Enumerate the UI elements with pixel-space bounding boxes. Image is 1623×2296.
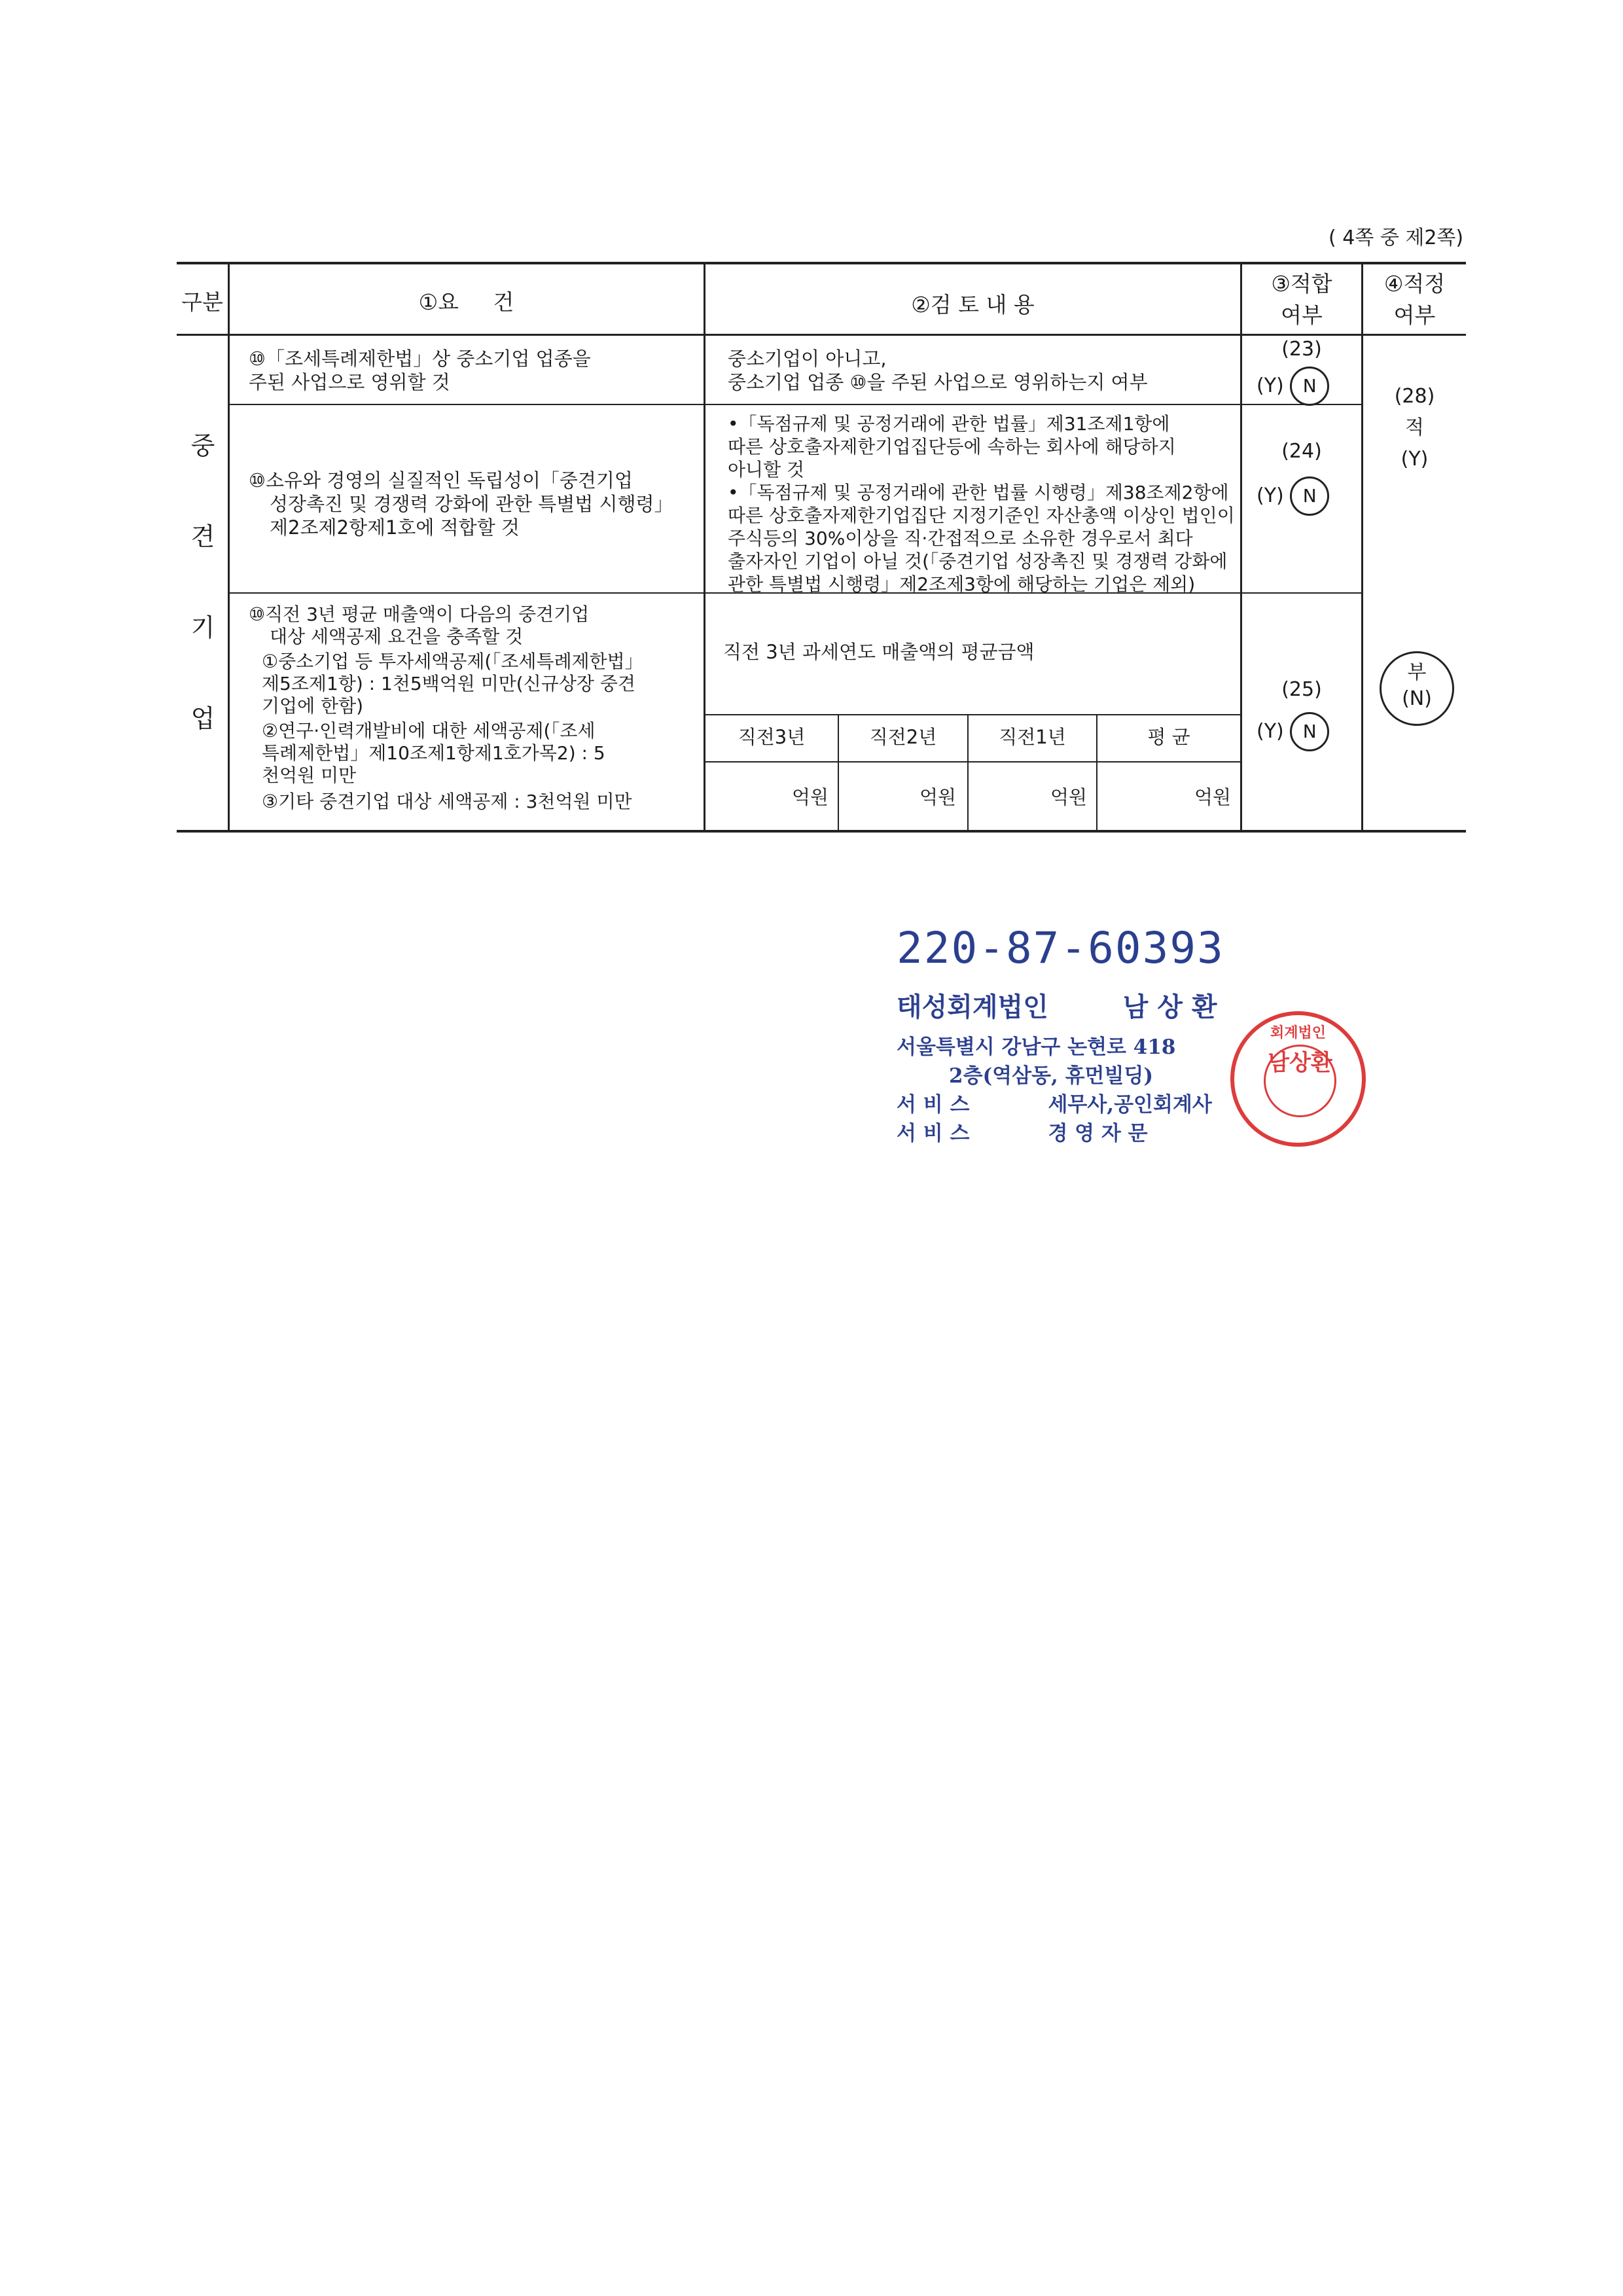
category-label-midsize: 중 견 기 업 [190,431,215,733]
row2-n-circled: N [1290,476,1329,516]
unit-average: 억원 [1194,786,1232,808]
subheader-bottom-border [704,761,1240,762]
firm-name-line: 태성회계법인 남 상 환 [897,992,1217,1022]
header-category: 구분 [181,289,223,315]
firm-address: 서울특별시 강남구 논현로 418 2층(역삼동, 휴먼빌딩) 서 비 스 세무사,공인회계사 서 비 스 경 영 자 문 [897,1035,1212,1145]
page-indicator: ( 4쪽 중 제2쪽) [1329,226,1464,249]
header-proper: ④적정 여부 [1383,271,1446,328]
header-compliance: ③적합 여부 [1271,271,1332,328]
subcol-average: 평 균 [1147,726,1190,748]
row3-n-circled: N [1290,712,1329,751]
row3-compliance: (Y) N [1257,712,1329,751]
subcol-1yr: 직전1년 [999,726,1066,748]
row1-review: 중소기업이 아니고, 중소기업 업종 ⑩을 주된 사업으로 영위하는지 여부 [728,348,1148,393]
row1-compliance: (Y) N [1257,367,1329,406]
row2-requirement: ⑩소유와 경영의 실질적인 독립성이「중견기업 성장촉진 및 경쟁력 강화에 관한 특별법 시행령」 제2조제2항제1호에 적합할 것 [249,469,673,539]
row2-compliance: (Y) N [1257,476,1329,516]
business-number: 220-87-60393 [897,923,1224,973]
row3-review-title: 직전 3년 과세연도 매출액의 평균금액 [723,641,1035,663]
red-seal-icon: 회계법인 남상환 [1230,1011,1366,1147]
col-divider-4 [1361,262,1363,833]
proper-top: (28) 적 (Y) [1394,385,1435,471]
row2-code: (24) [1281,440,1322,463]
unit-2yr: 억원 [919,786,957,808]
header-review: ②검 토 내 용 [911,292,1035,317]
header-bottom-border [177,334,1466,336]
table-top-border [177,262,1466,264]
proper-result-circled: 부 (N) [1380,651,1454,726]
review-form-table [177,262,1466,838]
row1-requirement: ⑩「조세특례제한법」상 중소기업 업종을 주된 사업으로 영위할 것 [249,348,591,393]
unit-3yr: 억원 [792,786,829,808]
row3-requirement: ⑩직전 3년 평균 매출액이 다음의 중견기업 대상 세액공제 요건을 충족할 것 ①중소기업 등 투자세액공제(「조세특례제한법」 제5조제1항) : 1천5백억원 미만(신규상장 중견 기업에 한함) ②연구·인력개발비에 대한 세액공제(「조세 특례제한법」제10조제1항제1호가목2) : 5 천억원 미만 ③기타 중견기업 대상 세액공제 : 3천억원 미만 [249,603,643,812]
subcol-2yr: 직전2년 [869,726,937,748]
row2-review: •「독점규제 및 공정거래에 관한 법률」제31조제1항에 따른 상호출자제한기업집단등에 속하는 회사에 해당하지 아니할 것 •「독점규제 및 공정거래에 관한 법률 시행령」제38조제2항에 따른 상호출자제한기업집단 지정기준인 자산총액 이상인 법인이 주식등의 30%이상을 직·간접적으로 소유한 경우로서 최다 출자자인 기업이 아닐 것(「중견기업 성장촉진 및 경쟁력 강화에 관한 특별법 시행령」제2조제3항에 해당하는 기업은 제외) [728,413,1235,595]
header-requirement: ①요 건 [418,289,514,315]
row1-code: (23) [1281,338,1322,361]
unit-1yr: 억원 [1050,786,1088,808]
row1-n-circled: N [1290,367,1329,406]
subheader-top-border [704,714,1240,715]
table-bottom-border [177,830,1466,833]
subcol-3yr: 직전3년 [738,726,806,748]
row3-code: (25) [1281,678,1322,701]
row1-bottom-border [229,404,1361,405]
